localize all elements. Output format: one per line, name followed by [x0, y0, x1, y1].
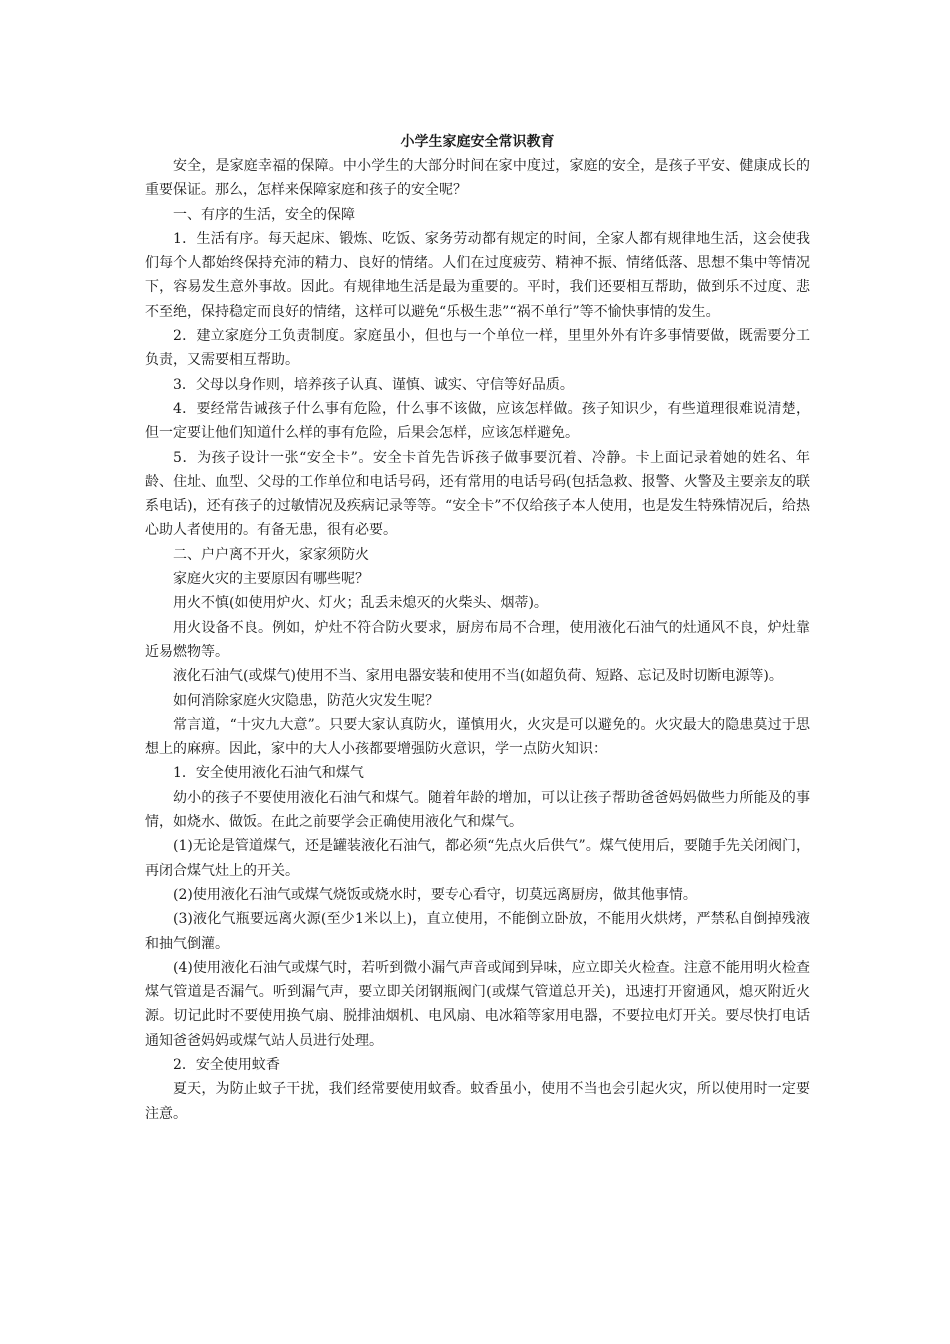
- subsection-heading: 1．安全使用液化石油气和煤气: [173, 765, 364, 782]
- paragraph: 液化石油气(或煤气)使用不当、家用电器安装和使用不当(如超负荷、短路、忘记及时切断电源等)。: [173, 668, 783, 685]
- paragraph: 1．生活有序。每天起床、锻炼、吃饭、家务劳动都有规定的时间，全家人都有规律地生活，这会使我们每个人都始终保持充沛的精力、良好的情绪。人们在过度疲劳、精神不振、情绪低落、思想不集中等情况下，容易发生意外事故。因此。有规律地生活是最为重要的。平时，我们还要相互帮助，做到乐不过度、悲不至绝，保持稳定而良好的情绪，这样可以避免“乐极生悲”“祸不单行”等不愉快事情的发生。: [145, 230, 810, 320]
- paragraph: 如何消除家庭火灾隐患，防范火灾发生呢？: [173, 692, 439, 709]
- subsection-heading: 2．安全使用蚊香: [173, 1056, 280, 1073]
- paragraph: (4)使用液化石油气或煤气时，若听到微小漏气声音或闻到异味，应立即关火检查。注意不能用明火检查煤气管道是否漏气。听到漏气声，要立即关闭钢瓶阀门(或煤气管道总开关)，迅速打开窗通风，熄灭附近火源。切记此时不要使用换气扇、脱排油烟机、电风扇、电冰箱等家用电器，不要拉电灯开关。要尽快打电话通知爸爸妈妈或煤气站人员进行处理。: [145, 959, 810, 1049]
- section-heading-2: 二、户户离不开火，家家须防火: [173, 546, 369, 563]
- document-title: 小学生家庭安全常识教育: [400, 134, 555, 150]
- paragraph: (1)无论是管道煤气，还是罐装液化石油气，都必须“先点火后供气”。煤气使用后，要随手先关闭阀门，再闭合煤气灶上的开关。: [145, 838, 810, 879]
- paragraph-intro: 安全，是家庭幸福的保障。中小学生的大部分时间在家中度过，家庭的安全，是孩子平安、健康成长的重要保证。那么，怎样来保障家庭和孩子的安全呢？: [145, 158, 810, 199]
- paragraph: 2．建立家庭分工负责制度。家庭虽小，但也与一个单位一样，里里外外有许多事情要做，既需要分工负责，又需要相互帮助。: [145, 328, 810, 369]
- paragraph: (3)液化气瓶要远离火源(至少1米以上)，直立使用，不能倒立卧放，不能用火烘烤，严禁私自倒掉残液和抽气倒灌。: [145, 911, 810, 952]
- document-page: [145, 130, 810, 1126]
- paragraph: 用火设备不良。例如，炉灶不符合防火要求，厨房布局不合理，使用液化石油气的灶通风不良，炉灶靠近易燃物等。: [145, 619, 810, 660]
- section-heading-1: 一、有序的生活，安全的保障: [173, 206, 355, 223]
- paragraph: 常言道，“十灾九大意”。只要大家认真防火，谨慎用火，火灾是可以避免的。火灾最大的隐患莫过于思想上的麻痹。因此，家中的大人小孩都要增强防火意识，学一点防火知识：: [145, 716, 810, 758]
- paragraph: 5．为孩子设计一张“安全卡”。安全卡首先告诉孩子做事要沉着、冷静。卡上面记录着她的姓名、年龄、住址、血型、父母的工作单位和电话号码，还有常用的电话号码(包括急救、报警、火警及主要亲友的联系电话)，还有孩子的过敏情况及疾病记录等等。“安全卡”不仅给孩子本人使用，也是发生特殊情况后，给热心助人者使用的。有备无患，很有必要。: [145, 449, 810, 539]
- paragraph: 家庭火灾的主要原因有哪些呢？: [173, 571, 369, 588]
- paragraph: 4．要经常告诫孩子什么事有危险，什么事不该做，应该怎样做。孩子知识少，有些道理很难说清楚，但一定要让他们知道什么样的事有危险，后果会怎样，应该怎样避免。: [145, 400, 810, 442]
- paragraph: 夏天，为防止蚊子干扰，我们经常要使用蚊香。蚊香虽小，使用不当也会引起火灾，所以使用时一定要注意。: [145, 1081, 810, 1122]
- paragraph: 用火不慎(如使用炉火、灯火；乱丢未熄灭的火柴头、烟蒂)。: [173, 595, 548, 612]
- paragraph: 幼小的孩子不要使用液化石油气和煤气。随着年龄的增加，可以让孩子帮助爸爸妈妈做些力所能及的事情，如烧水、做饭。在此之前要学会正确使用液化气和煤气。: [145, 789, 810, 831]
- paragraph: 3．父母以身作则，培养孩子认真、谨慎、诚实、守信等好品质。: [173, 376, 574, 393]
- paragraph: (2)使用液化石油气或煤气烧饭或烧水时，要专心看守，切莫远离厨房，做其他事情。: [173, 886, 697, 903]
